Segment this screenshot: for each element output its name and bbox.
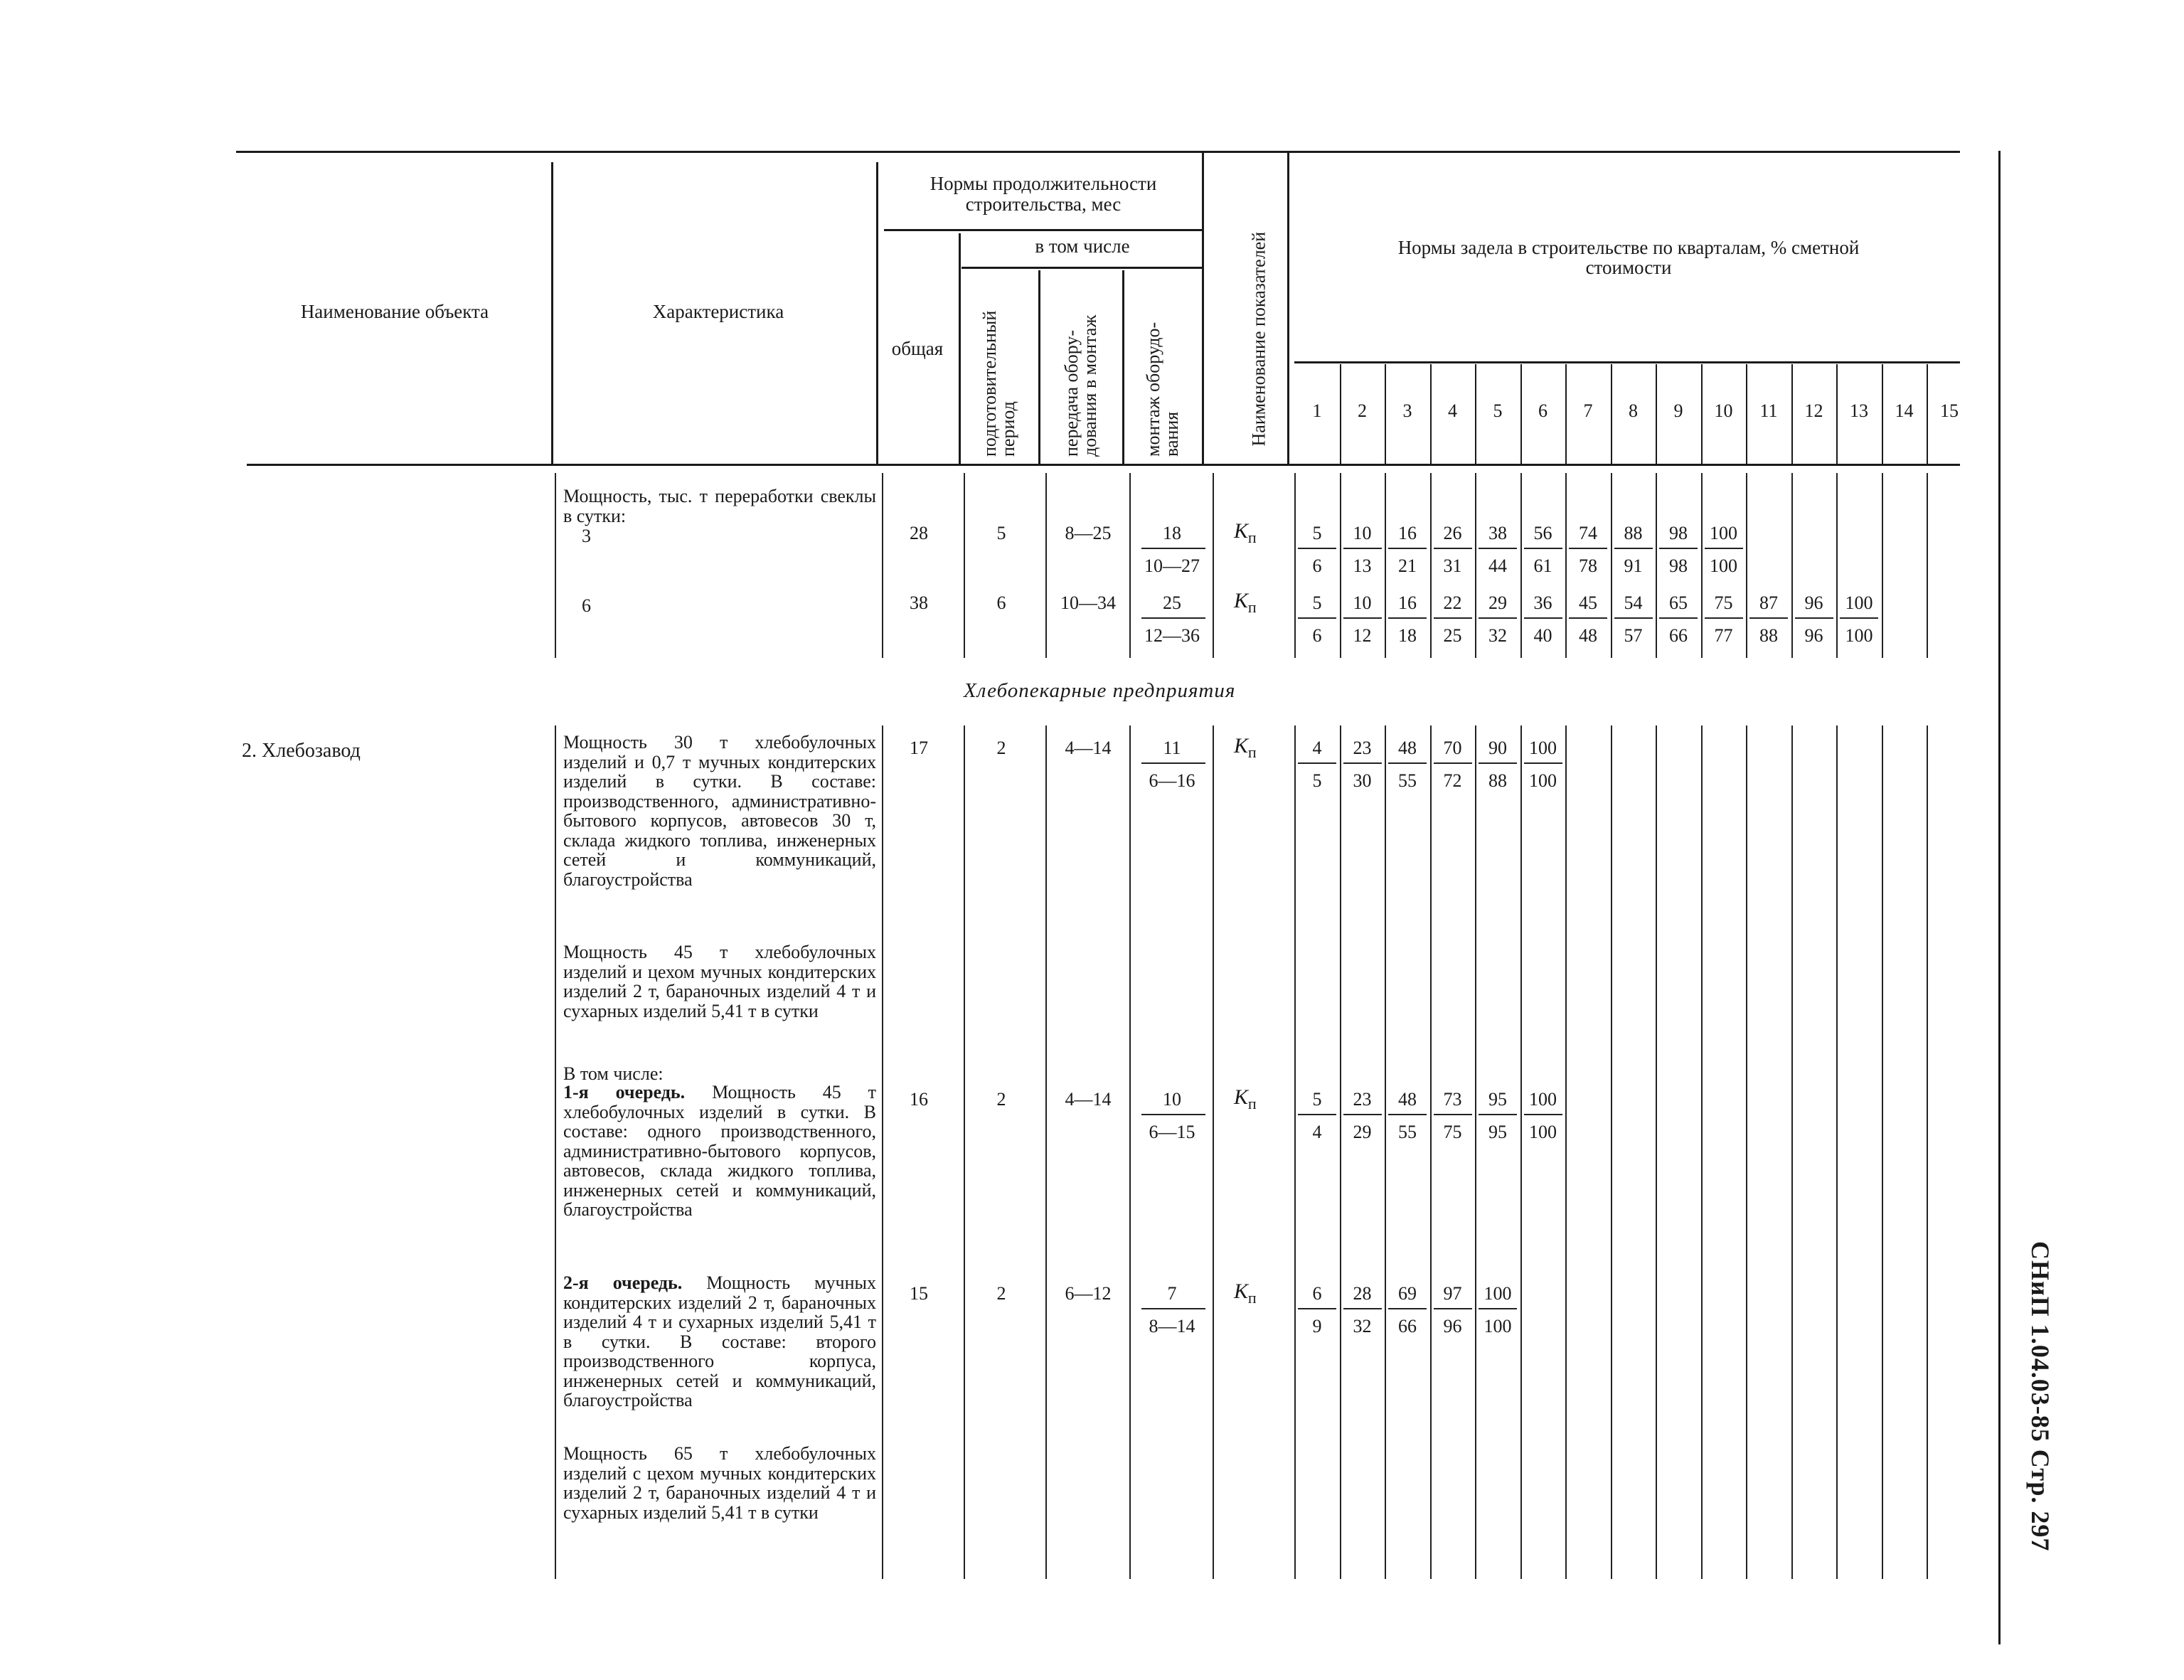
beet-3-q-top-5: 38	[1488, 523, 1507, 543]
quarter-header-divider	[1340, 364, 1341, 464]
quarter-fraction-line	[1388, 1114, 1427, 1115]
quarter-header-8: 8	[1629, 400, 1638, 421]
bakery-q1-prep: 2	[996, 1089, 1006, 1110]
bakery-q1-q-top-6: 100	[1529, 1089, 1557, 1110]
beet-6-transfer: 10—34	[1060, 592, 1116, 613]
quarter-header-15: 15	[1940, 400, 1959, 421]
header-bottom-rule	[247, 464, 1960, 466]
beet-3-total: 28	[910, 523, 928, 543]
bakery-q2-q-bot-4: 96	[1443, 1316, 1462, 1336]
quarter-fraction-line	[1569, 548, 1607, 549]
beet-6-q-top-4: 22	[1443, 592, 1462, 613]
quarter-fraction-line	[1840, 617, 1878, 619]
bakery-q1-q-bot-1: 4	[1312, 1122, 1322, 1142]
beet-6-q-top-11: 87	[1759, 592, 1778, 613]
body-v-transfer	[1045, 473, 1047, 658]
body-v-total	[882, 473, 883, 658]
quarter-body-divider	[1927, 473, 1928, 658]
quarter-fraction-line	[1434, 548, 1472, 549]
body-v-kp	[1213, 473, 1214, 658]
beet-6-q-bot-6: 40	[1533, 625, 1552, 646]
beet-3-q-top-4: 26	[1443, 523, 1462, 543]
beet-6-q-bot-1: 6	[1312, 625, 1322, 646]
quarter-fraction-line	[1569, 617, 1607, 619]
beet-3-q-top-7: 74	[1579, 523, 1597, 543]
body2-v-mount	[1129, 725, 1131, 1579]
transfer-header: передача обору-дования в монтаж	[1061, 314, 1100, 457]
v-norms-right	[1202, 151, 1204, 464]
quarter-fraction-line	[1614, 617, 1653, 619]
quarter-header-divider	[1882, 364, 1883, 464]
quarter-header-divider	[1565, 364, 1567, 464]
quarter-fraction-line	[1524, 762, 1562, 764]
quarter-header-divider	[1836, 364, 1838, 464]
incl-sub-rule	[962, 267, 1202, 269]
bakery-r1-desc: Мощность 30 т хлебобулочных изделий и 0,7 т мучных кондитерских изделий в сутки. В составе: производственного, административно-бытового корпусов, автовесов 30 т, склада жидкого топлива, инженерных сетей и коммуникаций, благоустройства	[563, 732, 876, 890]
beet-3-q-bot-8: 91	[1624, 555, 1643, 576]
beet-3-q-bot-9: 98	[1669, 555, 1688, 576]
quarter-fraction-line	[1705, 548, 1743, 549]
beet-3-mount-top: 18	[1163, 523, 1181, 543]
bakery-q1-q-top-5: 95	[1488, 1089, 1507, 1110]
bakery-q1-q-bot-6: 100	[1529, 1122, 1557, 1142]
quarter-fraction-line	[1434, 762, 1472, 764]
beet-3-q-bot-6: 61	[1533, 555, 1552, 576]
quarter-header-divider	[1927, 364, 1928, 464]
indicator-header: Наименование показателей	[1248, 231, 1269, 447]
bakery-q1-desc	[563, 1083, 876, 1220]
quarter-fraction-line	[1434, 1308, 1472, 1309]
quarter-fraction-line	[1659, 548, 1698, 549]
beet-3-q-bot-5: 44	[1488, 555, 1507, 576]
bakery-r1-q-bot-3: 55	[1398, 770, 1417, 791]
beet-3-q-bot-3: 21	[1398, 555, 1417, 576]
quarter-fraction-line	[1298, 617, 1336, 619]
quarter-fraction-line	[1524, 1114, 1562, 1115]
bakery-r1-q-bot-4: 72	[1443, 770, 1462, 791]
body2-v-q	[1294, 725, 1296, 1579]
quarter-header-5: 5	[1493, 400, 1503, 421]
quarter-body-divider	[1340, 725, 1341, 1579]
bakery-q1-q-bot-3: 55	[1398, 1122, 1417, 1142]
bakery-q1-q-top-3: 48	[1398, 1089, 1417, 1110]
col-name-header: Наименование объекта	[300, 301, 489, 322]
bakery-r1-transfer: 4—14	[1065, 738, 1112, 758]
bakery-q2-q-top-3: 69	[1398, 1283, 1417, 1304]
bakery-q1-mount-top: 10	[1163, 1089, 1181, 1110]
beet-6-q-top-7: 45	[1579, 592, 1597, 613]
quarter-fraction-line	[1343, 762, 1382, 764]
body2-v-char	[555, 725, 556, 1579]
v-indicator-right	[1287, 151, 1289, 464]
quarter-fraction-line	[1614, 548, 1653, 549]
quarter-body-divider	[1791, 725, 1793, 1579]
beet-6-q-top-10: 75	[1714, 592, 1733, 613]
beet-3-q-top-10: 100	[1710, 523, 1737, 543]
mounting-header: монтаж оборудо-вания	[1143, 321, 1182, 457]
kp-indicator: $К_п$	[1234, 519, 1257, 546]
quarter-header-7: 7	[1583, 400, 1593, 421]
quarter-body-divider	[1836, 725, 1838, 1579]
beet-6-q-top-1: 5	[1312, 592, 1322, 613]
beet-3-mount-bot: 10—27	[1144, 555, 1200, 576]
quarter-header-6: 6	[1538, 400, 1548, 421]
bakery-r1-q-bot-5: 88	[1488, 770, 1507, 791]
mount-fraction-line	[1141, 762, 1205, 764]
bakery-r1-q-bot-2: 30	[1353, 770, 1372, 791]
bakery-q2-q-top-4: 97	[1443, 1283, 1462, 1304]
q1-desc-text: Мощность 45 т хлебобулочных изделий в сутки. В составе: одного производственного, административно-бытового корпусов, автовесов, склада жидкого топлива, инженерных сетей и коммуникаций, благоустройства	[563, 1082, 876, 1220]
beet-6-q-top-13: 100	[1845, 592, 1873, 613]
quarter-fraction-line	[1524, 617, 1562, 619]
bakery-q1-q-top-1: 5	[1312, 1089, 1322, 1110]
quarter-fraction-line	[1343, 1308, 1382, 1309]
quarter-body-divider	[1475, 725, 1476, 1579]
bakery-r1-mount-bot: 6—16	[1149, 770, 1195, 791]
quarter-body-divider	[1611, 725, 1612, 1579]
v-prep-transfer	[1038, 270, 1040, 464]
quarter-fraction-line	[1479, 762, 1517, 764]
beet-6-q-bot-11: 88	[1759, 625, 1778, 646]
v-transfer-mount	[1122, 270, 1124, 464]
incl-header: в том числе	[1035, 235, 1130, 257]
quarter-fraction-line	[1659, 617, 1698, 619]
bakery-q1-transfer: 4—14	[1065, 1089, 1112, 1110]
prep-header: подготовительный период	[979, 310, 1018, 457]
bakery-q1-q-top-2: 23	[1353, 1089, 1372, 1110]
quarter-header-12: 12	[1804, 400, 1823, 421]
beet-6-q-top-12: 96	[1804, 592, 1823, 613]
quarter-fraction-line	[1434, 1114, 1472, 1115]
bakery-r1-q-top-1: 4	[1312, 738, 1322, 758]
quarter-header-3: 3	[1402, 400, 1412, 421]
quarter-body-divider	[1520, 725, 1522, 1579]
bakery-q2-q-bot-1: 9	[1312, 1316, 1322, 1336]
quarter-fraction-line	[1749, 617, 1788, 619]
beet-6-q-bot-7: 48	[1579, 625, 1597, 646]
kp-indicator: $К_п$	[1234, 589, 1257, 616]
beet-3-q-bot-4: 31	[1443, 555, 1462, 576]
beet-6-q-top-3: 16	[1398, 592, 1417, 613]
quarter-fraction-line	[1795, 617, 1833, 619]
quarter-fraction-line	[1298, 548, 1336, 549]
beet-6-q-top-9: 65	[1669, 592, 1688, 613]
quarter-header-divider	[1701, 364, 1703, 464]
quarter-fraction-line	[1388, 548, 1427, 549]
q2-desc-text: Мощность мучных кондитерских изделий 2 т, бараночных изделий 4 т и сухарных изделий 5,41 т в сутки. В составе: второго производственного корпуса, инженерных сетей и коммуникаций, благоустройства	[563, 1272, 876, 1410]
beet-3-q-top-8: 88	[1624, 523, 1643, 543]
quarter-fraction-line	[1705, 617, 1743, 619]
quarter-body-divider	[1882, 725, 1883, 1579]
total-header: общая	[891, 338, 944, 359]
quarter-fraction-line	[1479, 1308, 1517, 1309]
bakery-q2-q-top-2: 28	[1353, 1283, 1372, 1304]
norms-duration-header: Нормы продолжительности строительства, мес	[929, 173, 1157, 215]
bakery-q1-q-bot-5: 95	[1488, 1122, 1507, 1142]
beet-6-q-bot-4: 25	[1443, 625, 1462, 646]
quarter-header-divider	[1475, 364, 1476, 464]
kp-indicator: $К_п$	[1234, 1085, 1257, 1112]
norms-sub-rule	[884, 229, 1202, 231]
bakery-q2-mount-top: 7	[1167, 1283, 1177, 1304]
bakery-name: 2. Хлебозавод	[242, 740, 361, 762]
quarter-fraction-line	[1343, 548, 1382, 549]
quarter-header-divider	[1746, 364, 1747, 464]
v-char-total	[876, 162, 878, 464]
quarter-fraction-line	[1298, 762, 1336, 764]
bakery-q2-transfer: 6—12	[1065, 1283, 1112, 1304]
page-side-label: СНиП 1.04.03-85 Стр. 297	[2026, 1241, 2055, 1552]
beet-6-prep: 6	[996, 592, 1006, 613]
beet-3-q-top-9: 98	[1669, 523, 1688, 543]
beet-6-q-bot-10: 77	[1714, 625, 1733, 646]
quarter-header-divider	[1791, 364, 1793, 464]
bakery-r1-q-top-4: 70	[1443, 738, 1462, 758]
beet-3-q-top-2: 10	[1353, 523, 1372, 543]
quarter-fraction-line	[1388, 1308, 1427, 1309]
bakery-r1-q-top-5: 90	[1488, 738, 1507, 758]
bakery-q2-q-bot-2: 32	[1353, 1316, 1372, 1336]
quarter-header-divider	[1520, 364, 1522, 464]
bakery-q1-mount-bot: 6—15	[1149, 1122, 1195, 1142]
quarter-header-14: 14	[1895, 400, 1914, 421]
beet-6-mount-top: 25	[1163, 592, 1181, 613]
quarter-body-divider	[1701, 725, 1703, 1579]
body2-v-total	[882, 725, 883, 1579]
v-page-right	[1998, 151, 2001, 1644]
bakery-incl-label: В том числе:	[563, 1063, 664, 1084]
beet-6-q-top-2: 10	[1353, 592, 1372, 613]
quarter-header-divider	[1656, 364, 1657, 464]
quarter-body-divider	[1882, 473, 1883, 658]
quarter-body-divider	[1746, 725, 1747, 1579]
backlog-header: Нормы задела в строительстве по кварталам, % сметной стоимости	[1397, 237, 1860, 278]
bakery-r1-prep: 2	[996, 738, 1006, 758]
q1-title: 1-я очередь.	[563, 1082, 686, 1102]
beet-description: Мощность, тыс. т переработки свеклы в сутки:	[563, 486, 876, 526]
bakery-r1-q-bot-1: 5	[1312, 770, 1322, 791]
bakery-q2-desc	[563, 1273, 876, 1410]
beet-6-mount-bot: 12—36	[1144, 625, 1200, 646]
beet-6-total: 38	[910, 592, 928, 613]
beet-6-q-bot-5: 32	[1488, 625, 1507, 646]
bakery-r1-q-top-6: 100	[1529, 738, 1557, 758]
mount-fraction-line	[1141, 1308, 1205, 1309]
beet-3-q-bot-10: 100	[1710, 555, 1737, 576]
bakery-q1-total: 16	[910, 1089, 928, 1110]
beet-3-q-top-3: 16	[1398, 523, 1417, 543]
beet-3-q-bot-2: 13	[1353, 555, 1372, 576]
kp-indicator: $К_п$	[1234, 1280, 1257, 1307]
quarter-fraction-line	[1298, 1114, 1336, 1115]
beet-6-q-bot-12: 96	[1804, 625, 1823, 646]
body2-v-kp	[1213, 725, 1214, 1579]
bakery-q2-mount-bot: 8—14	[1149, 1316, 1195, 1336]
quarter-body-divider	[1927, 725, 1928, 1579]
quarter-fraction-line	[1479, 617, 1517, 619]
bakery-q1-q-bot-2: 29	[1353, 1122, 1372, 1142]
quarter-header-11: 11	[1759, 400, 1778, 421]
bakery-q1-q-bot-4: 75	[1443, 1122, 1462, 1142]
body2-v-prep	[964, 725, 965, 1579]
bakery-q2-q-bot-3: 66	[1398, 1316, 1417, 1336]
mount-fraction-line	[1141, 617, 1205, 619]
section-title: Хлебопекарные предприятия	[964, 679, 1236, 702]
bakery-r1-q-top-2: 23	[1353, 738, 1372, 758]
kp-indicator: $К_п$	[1234, 734, 1257, 761]
body-v-mount	[1129, 473, 1131, 658]
v-total-prep	[959, 233, 961, 464]
bakery-r3-desc: Мощность 65 т хлебобулочных изделий с цехом мучных кондитерских изделий 2 т, бараночных изделий 4 т и сухарных изделий 5,41 т в сутки	[563, 1443, 876, 1523]
beet-6-q-bot-8: 57	[1624, 625, 1643, 646]
bakery-r2-desc: Мощность 45 т хлебобулочных изделий и цехом мучных кондитерских изделий 2 т, бараночных изделий 4 т и сухарных изделий 5,41 т в сутки	[563, 942, 876, 1021]
bakery-q2-prep: 2	[996, 1283, 1006, 1304]
beet-3-q-top-1: 5	[1312, 523, 1322, 543]
bakery-q1-q-top-4: 73	[1443, 1089, 1462, 1110]
quarter-body-divider	[1385, 725, 1386, 1579]
bakery-r1-q-top-3: 48	[1398, 738, 1417, 758]
quarter-fraction-line	[1388, 617, 1427, 619]
quarter-body-divider	[1656, 725, 1657, 1579]
quarter-fraction-line	[1298, 1308, 1336, 1309]
quarters-sub-rule	[1294, 361, 1960, 363]
bakery-r1-total: 17	[910, 738, 928, 758]
col-char-header: Характеристика	[652, 301, 784, 322]
q2-title: 2-я очередь.	[563, 1272, 683, 1293]
body-v-prep	[964, 473, 965, 658]
mount-fraction-line	[1141, 1114, 1205, 1115]
quarter-fraction-line	[1343, 1114, 1382, 1115]
quarter-body-divider	[1565, 725, 1567, 1579]
beet-3-transfer: 8—25	[1065, 523, 1112, 543]
quarter-fraction-line	[1388, 762, 1427, 764]
quarter-fraction-line	[1479, 1114, 1517, 1115]
beet-6-q-bot-2: 12	[1353, 625, 1372, 646]
beet-6-q-top-5: 29	[1488, 592, 1507, 613]
quarter-header-divider	[1611, 364, 1612, 464]
beet-cap-6: 6	[582, 595, 591, 616]
quarter-body-divider	[1430, 725, 1432, 1579]
bakery-q2-q-bot-5: 100	[1483, 1316, 1512, 1336]
quarter-fraction-line	[1343, 617, 1382, 619]
quarter-header-13: 13	[1850, 400, 1868, 421]
bakery-q2-q-top-1: 6	[1312, 1283, 1322, 1304]
mount-fraction-line	[1141, 548, 1205, 549]
beet-3-q-top-6: 56	[1533, 523, 1552, 543]
bakery-r1-mount-top: 11	[1163, 738, 1181, 758]
quarter-header-4: 4	[1448, 400, 1457, 421]
beet-3-q-bot-7: 78	[1579, 555, 1597, 576]
quarter-header-2: 2	[1358, 400, 1367, 421]
quarter-fraction-line	[1479, 548, 1517, 549]
quarter-header-10: 10	[1714, 400, 1733, 421]
beet-6-q-bot-3: 18	[1398, 625, 1417, 646]
beet-cap-3: 3	[582, 526, 591, 546]
beet-6-q-top-6: 36	[1533, 592, 1552, 613]
body-v-char	[555, 473, 556, 658]
quarter-header-9: 9	[1673, 400, 1683, 421]
quarter-header-divider	[1430, 364, 1432, 464]
quarter-header-1: 1	[1312, 400, 1322, 421]
beet-6-q-bot-13: 100	[1845, 625, 1873, 646]
quarter-fraction-line	[1434, 617, 1472, 619]
top-rule	[236, 151, 1960, 153]
bakery-q2-q-top-5: 100	[1483, 1283, 1512, 1304]
v-name-char	[551, 162, 553, 464]
bakery-r1-q-bot-6: 100	[1529, 770, 1557, 791]
beet-6-q-top-8: 54	[1624, 592, 1643, 613]
beet-3-q-bot-1: 6	[1312, 555, 1322, 576]
beet-3-prep: 5	[996, 523, 1006, 543]
body2-v-transfer	[1045, 725, 1047, 1579]
quarter-header-divider	[1385, 364, 1386, 464]
beet-6-q-bot-9: 66	[1669, 625, 1688, 646]
quarter-fraction-line	[1524, 548, 1562, 549]
bakery-q2-total: 15	[910, 1283, 928, 1304]
